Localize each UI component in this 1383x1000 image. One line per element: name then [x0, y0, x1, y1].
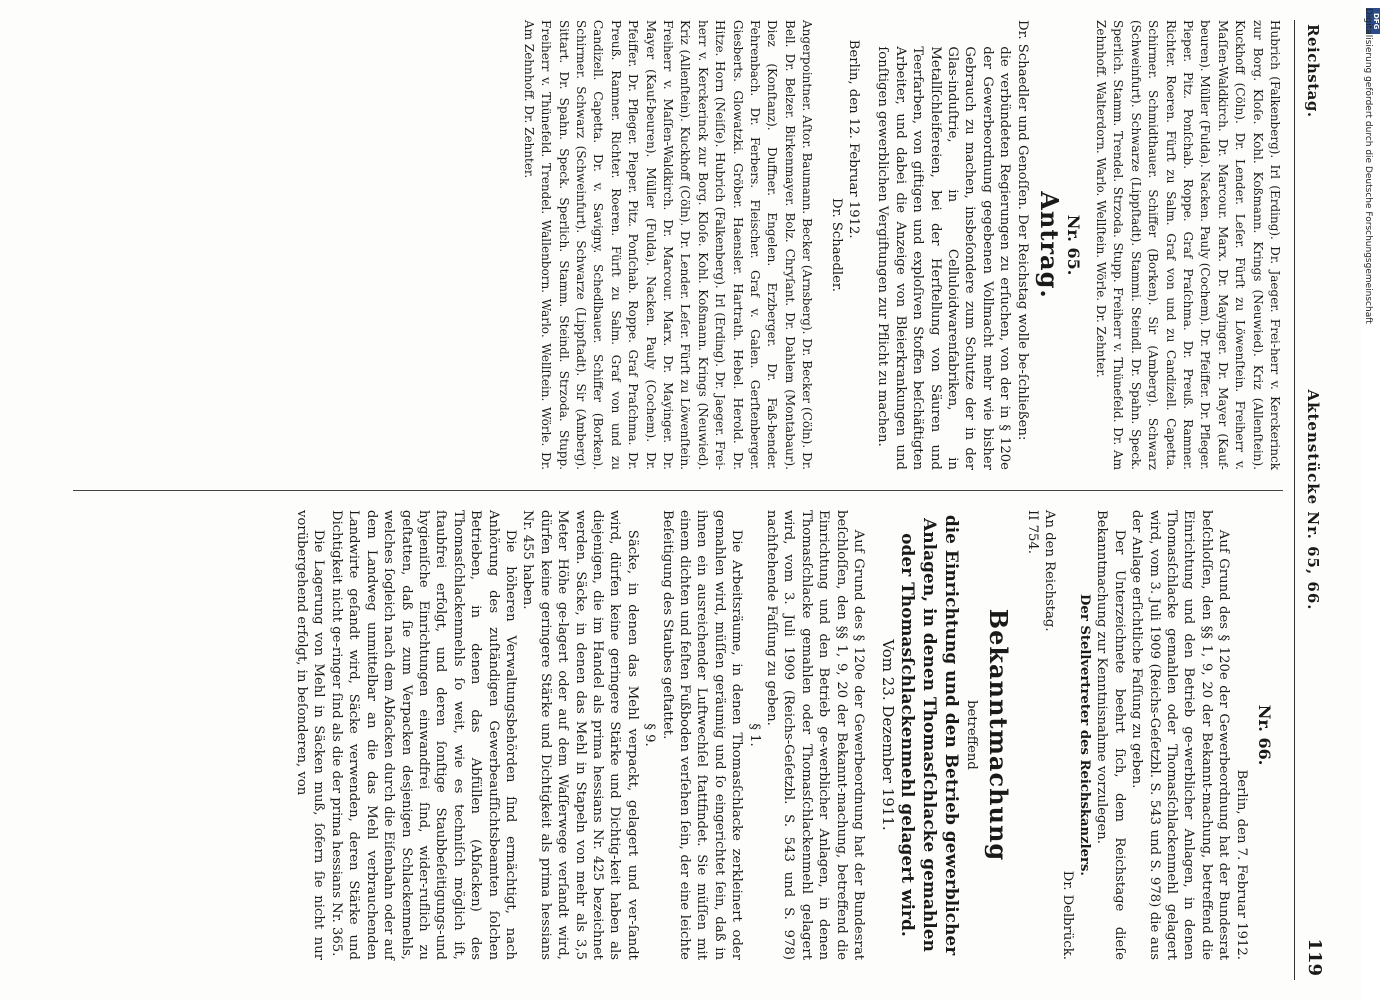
announcement-heading: Bekanntmachung	[984, 608, 1014, 862]
motion-signer: Dr. Schaedler.	[828, 198, 844, 292]
signatory-list-top: Hubrich (Falkenberg). Irl (Erding). Dr. Jaeger. Frei-herr v. Kerckerinck zur Borg. Kloſe. Kohl. Koßmann. Krings (Neuwied). Kriz (Allenſtein). Kuckhoff (Cöln). Dr. Lender. Leſer. Fürſt zu Löwenſtein. Freiherr v. Maſſen-Waldkirch. Dr. Marcour. Marx. Dr. Mayinger. Dr. Mayer (Kauf-beuren). Müller (Fulda). Nacken. Pauly (Cochem). Dr. Pfeiffer. Dr. Pfleger. Pieper. Pitz. Ponſchab. Roppe. Graf Praſchma. Dr. Preuß. Ramner. Richter. Roeren. Fürſt zu Salm. Graf von und zu Candizell. Capetta. Schirmer. Schmidthauer. Schiffer (Borken). Sir (Amberg). Schwarz (Schweinfurt). Schwarze (Lippſtadt). Stammi. Steindl. Dr. Spahn. Speck. Sperlich. Stamm. Trendel. Strzoda. Stupp. Freiherr v. Thünefeld. Dr. Am Zehnhoff. Walterdorn. Warlo. Wellſtein. Wörle. Dr. Zehnter.	[1093, 20, 1282, 470]
right-column	[293, 510, 1283, 960]
document-number-65: Nr. 65.	[1063, 214, 1083, 276]
header-chamber: Reichstag.	[1304, 24, 1322, 118]
left-column	[519, 20, 1283, 470]
section-9-heading: § 9.	[642, 723, 658, 747]
dfg-logo: DFG	[1366, 8, 1380, 34]
addressee: An den Reichstag.	[1042, 510, 1058, 632]
deputy-name: Dr. Delbrück.	[1059, 870, 1075, 960]
rotated-document-page	[55, 20, 1325, 980]
section-1-text: Die Arbeitsräume, in denen Thomasſchlacke zerkleinert oder gemahlen wird, müſſen geräumig und ſo eingerichtet ſein, daß in ihnen ein ausreichender Luftwechſel ſtattfindet. Sie müſſen mit einem dichten und feſten Fußboden verſehen ſein, der eine leichte Beſeitigung des Staubes geſtattet.	[659, 510, 745, 960]
letter-paragraph-2: Der Unterzeichnete beehrt ſich, dem Reichstage dieſe Bekanntmachung zur Kenntnisnahme vorzulegen.	[1094, 510, 1127, 960]
reference-number: II 754.	[1024, 510, 1040, 554]
letter-date: Berlin, den 7. Februar 1912.	[1233, 769, 1249, 960]
section-9-text-2: Die höheren Verwaltungsbehörden ſind ermächtigt, nach Anhörung des zuſtändigen Gewerbeaufſichtsbeamten ſolchen Betrieben, in denen das Abfüllen (Abſacken) des Thomasſchlackenmehls ſo weit, wie es techniſch möglich iſt, ſtaubfrei erfolgt, und deren ſonſtige Staubbeſeitigungs-und hygieniſche Einrichtungen einwandfrei ſind, wider-ruflich zu geſtatten, daß ſie zum Verpacken desjenigen Schlackenmehls, welches ſogleich nach dem Abſacken durch die Eiſenbahn oder auf dem Landweg unmittelbar an die das Mehl verbrauchenden Landwirte geſandt wird, Säcke verwenden, deren Stärke und Dichtigkeit nicht ge-ringer ſind als die der prima hessians Nr. 365.	[328, 510, 518, 960]
digitization-credit: Digitalisierung gefördert durch die Deutsche Forschungsgemeinschaft	[1363, 8, 1373, 324]
letter-paragraph-1: Auf Grund des § 120e der Gewerbeordnung hat der Bundesrat beſchloſſen, den §§ 1, 9, 20 der Bekannt-machung, betreffend die Einrichtung und den Betrieb ge-werblicher Anlagen, in denen Thomasſchlacke gemahlen oder Thomasſchlackenmehl gelagert wird, vom 3. Juli 1909 (Reichs-Geſetzbl. S. 543 und S. 978) die aus der Anlage erſichtliche Faſſung zu geben.	[1129, 510, 1232, 960]
deputy-chancellor-title: Der Stellvertreter des Reichskanzlers.	[1076, 594, 1092, 876]
header-documents: Aktenstücke Nr. 65, 66.	[1304, 389, 1322, 611]
announcement-betreffend: betreffend	[963, 700, 979, 770]
section-9-text-3: Die Lagerung von Mehl in Säcken muß, ſofern ſie nicht nur vorübergehend erfolgt, in beſonderen, von	[294, 510, 327, 960]
announcement-preamble: Auf Grund des § 120e der Gewerbeordnung hat der Bundesrat beſchloſſen, den §§ 1, 9, 20 der Bekannt-machung, betreffend die Einrichtung und den Betrieb ge-werblicher Anlagen, in denen Thomasſchlacke gemahlen oder Thomasſchlackenmehl gelagert wird, vom 3. Juli 1909 (Reichs-Geſetzbl. S. 543 und S. 978) nachſtehende Faſſung zu geben.	[764, 510, 867, 960]
motion-intro: Dr. Schaedler und Genoſſen. Der Reichstag wolle be-ſchließen:	[1014, 20, 1030, 441]
page-header	[1294, 20, 1325, 980]
section-1-heading: § 1.	[746, 723, 762, 747]
signatory-list-bottom: Angerpointner. Aſtor. Baumann. Becker (Arnsberg). Dr. Becker (Cöln). Dr. Bell. Dr. Belzer. Birkenmayer. Bolz. Chryſant. Dr. Dahlem (Montabaur). Diez (Konſtanz). Duffner. Engelen. Erzberger. Dr. Faß-bender. Fehrenbach. Dr. Ferbers. Fleischer. Graf v. Galen. Gerſtenberger. Giesberts. Glowatzki. Gröber. Haensler. Hartrath. Hebel. Herold. Dr. Hitze. Horn (Neiſſe). Hubrich (Falkenberg). Irl (Erding). Dr. Jaeger. Frei-herr v. Kerckerinck zur Borg. Kloſe. Kohl. Koßmann. Krings (Neuwied). Kriz (Allenſtein). Kuckhoff (Cöln). Dr. Lender. Leſer. Fürſt zu Löwenſtein. Freiherr v. Maſſen-Waldkirch. Dr. Marcour. Marx. Dr. Mayinger. Dr. Mayer (Kauf-beuren). Müller (Fulda). Nacken. Pauly (Cochem). Dr. Pfeiffer. Dr. Pfleger. Pieper. Pitz. Ponſchab. Roppe. Graf Praſchma. Dr. Preuß. Ramner. Richter. Roeren. Fürſt zu Salm. Graf von und zu Candizell. Capetta. Dr. v. Savigny. Schedlbauer. Schiffer (Borken). Schirmer. Schwarz (Schweinfurt). Schwarze (Lippſtadt). Sir (Amberg). Sittart. Dr. Spahn. Speck. Sperlich. Stamm. Steindl. Strzoda. Stupp. Freiherr v. Thünefeld. Trendel. Wallenborn. Warlo. Wellſtein. Wörle. Dr. Am Zehnhoff. Dr. Zehnter.	[521, 20, 815, 470]
section-9-text: Säcke, in denen das Mehl verpackt, gelagert und ver-ſandt wird, dürfen keine geringere Stärke und Dichtig-keit haben als diejenigen, die im Handel als prima hessians Nr. 425 bezeichnet werden. Säcke, in denen das Mehl in Stapeln von mehr als 3,5 Meter Höhe ge-lagert oder auf dem Waſſerwege verſandt wird, dürfen keine geringere Stärke und Dichtigkeit als prima hessians Nr. 455 haben.	[520, 510, 640, 960]
page-number: 119	[1304, 938, 1325, 976]
announcement-date: Vom 23. Dezember 1911.	[879, 639, 898, 831]
column-divider	[73, 490, 1283, 491]
motion-body: die verbündeten Regierungen zu erſuchen, von der in § 120e der Gewerbeordnung gegebenen Vollmacht mehr wie bisher Gebrauch zu machen, insbeſondere zum Schutze der in der Glas-induſtrie, in Celluloidwarenfabriken, in Metallſchleifereien, bei der Herſtellung von Säuren und Teerfarben, von giftigen und exploſiven Stoffen beſchäftigten Arbeiter, und dabei die Anzeige von Bleierkrankungen und ſonſtigen gewerblichen Vergiftungen zur Pflicht zu machen.	[875, 46, 1013, 470]
announcement-title: die Einrichtung und den Betrieb gewerblicher Anlagen, in denen Thomasſchlacke gemahlen oder Thomasſchlackenmehl gelagert wird.	[897, 514, 962, 956]
motion-date: Berlin, den 12. Februar 1912.	[846, 39, 862, 239]
document-number-66: Nr. 66.	[1255, 704, 1274, 766]
motion-heading: Antrag.	[1035, 191, 1065, 299]
